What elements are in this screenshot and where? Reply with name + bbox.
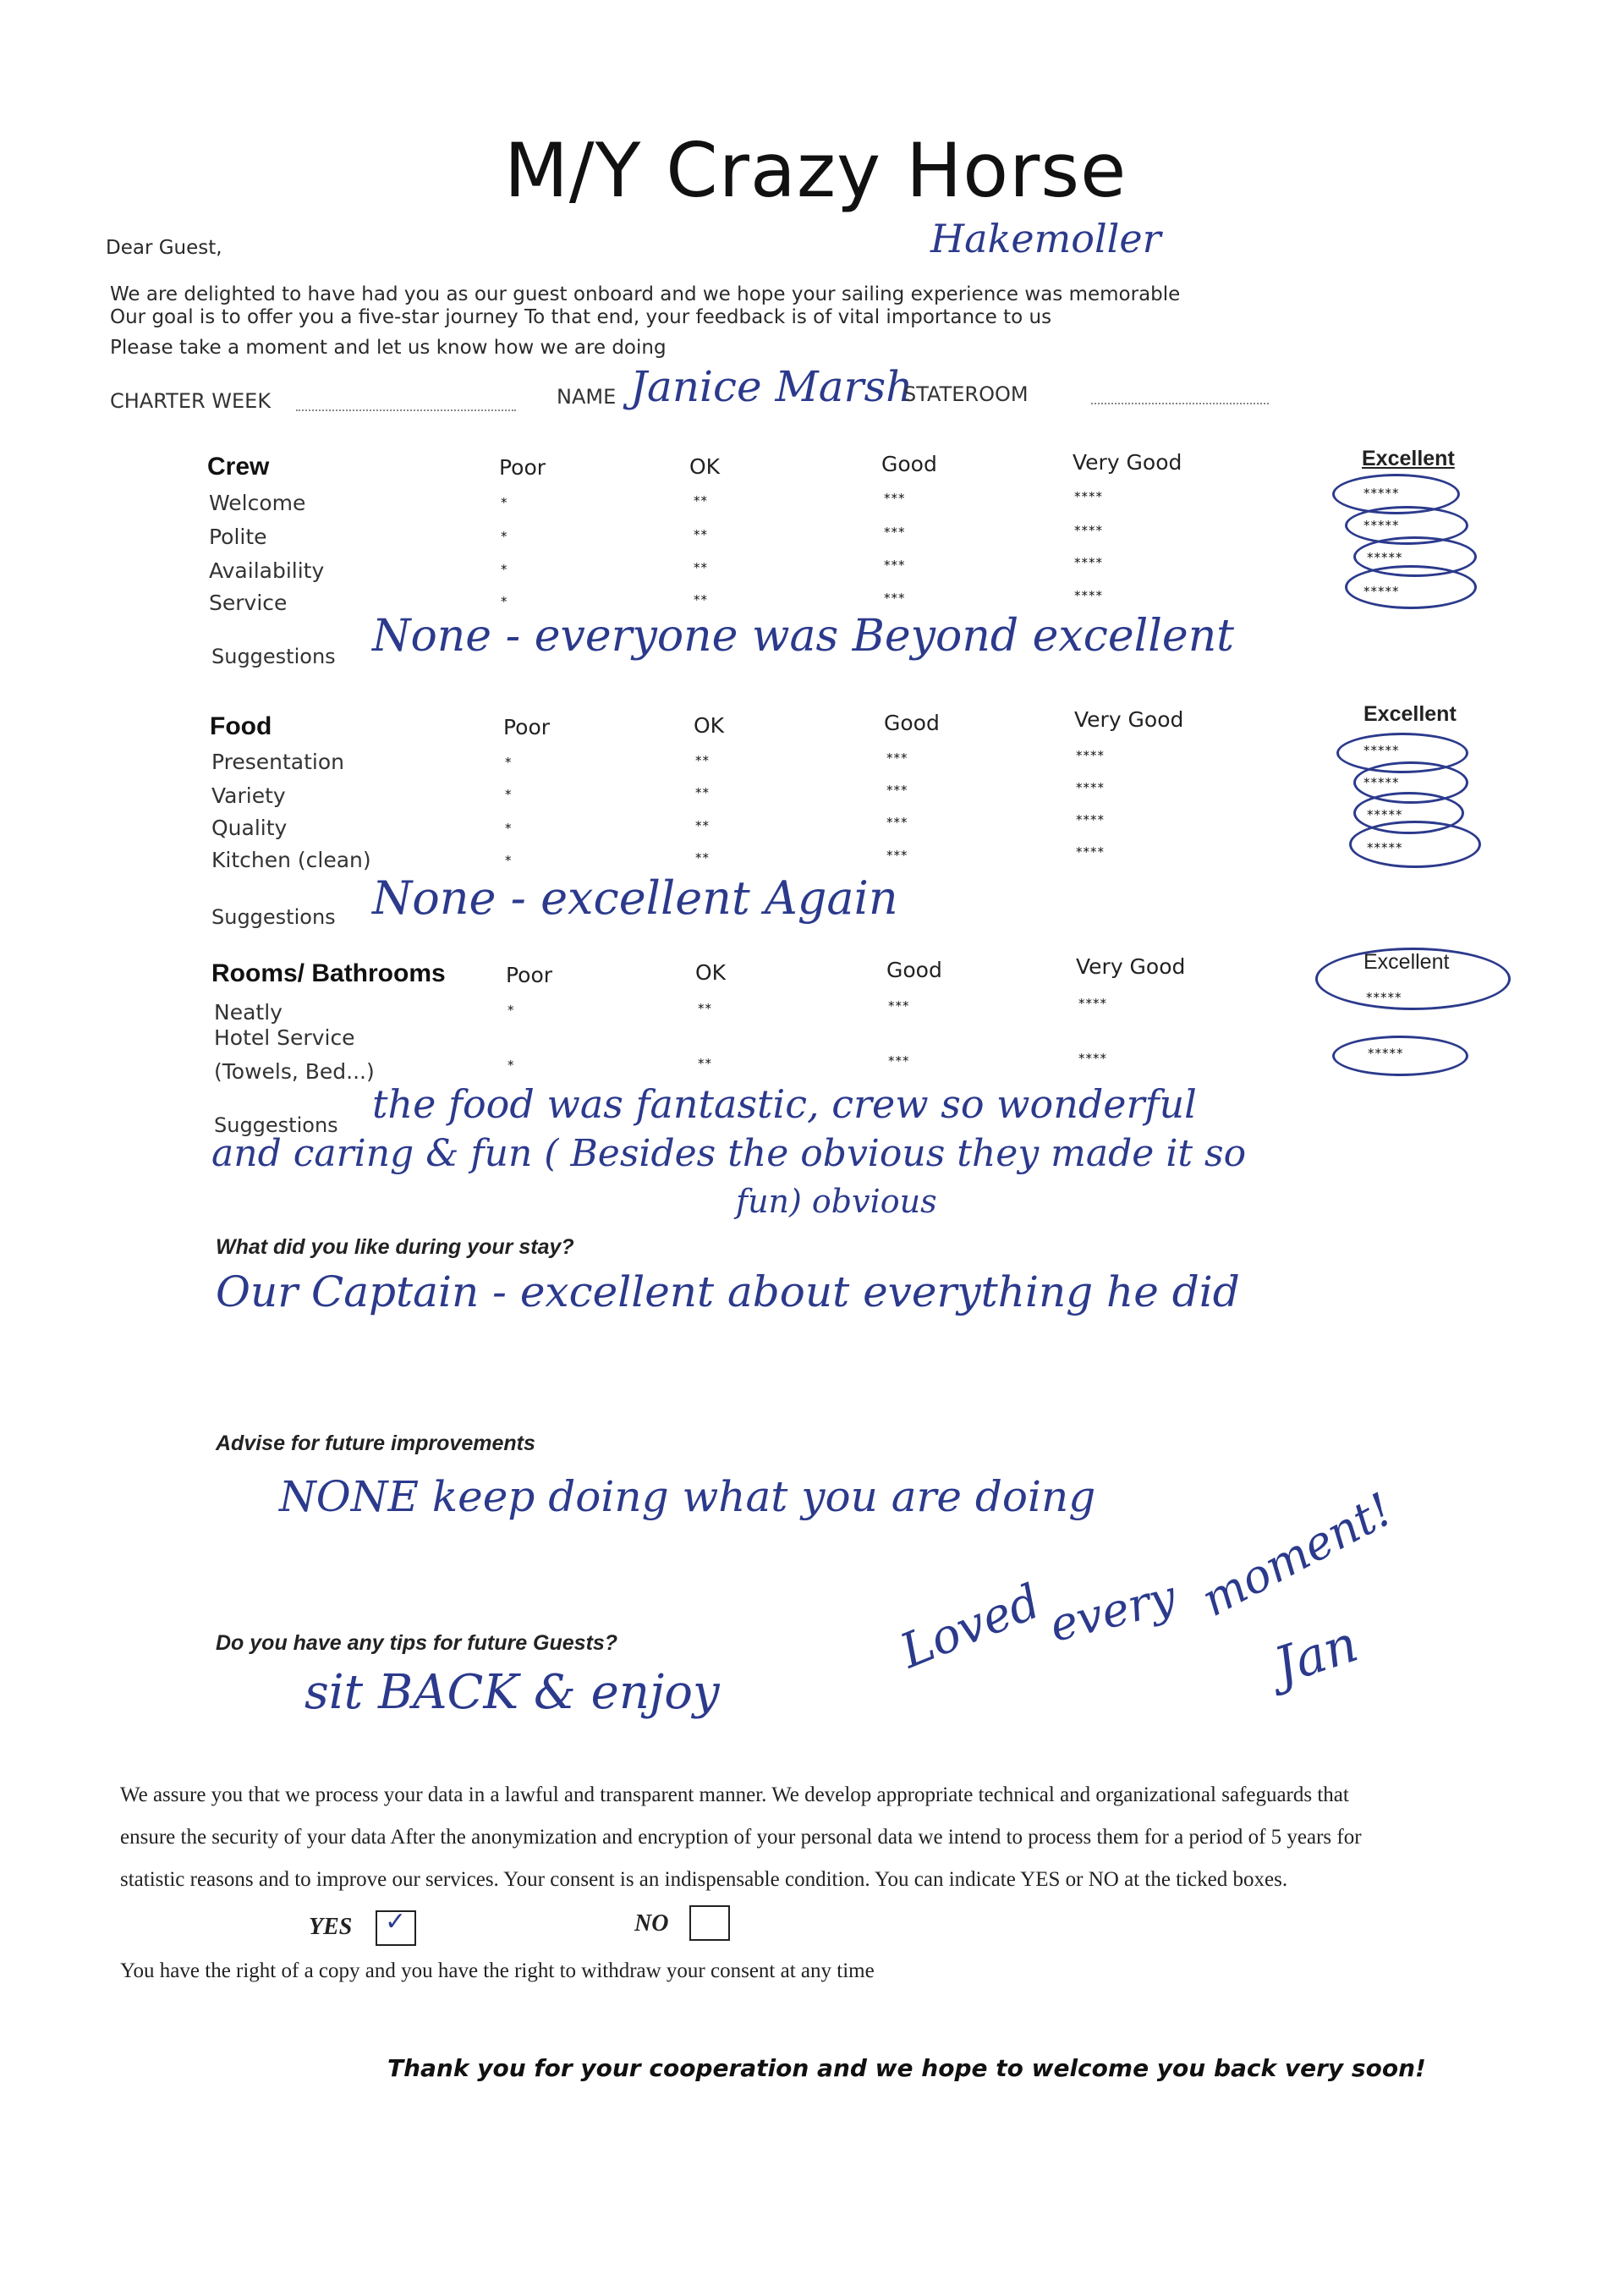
name-label: NAME [557, 385, 617, 409]
star-rating-excellent[interactable]: ***** [1363, 518, 1400, 533]
star-rating-good[interactable]: *** [886, 815, 908, 830]
star-rating-excellent[interactable]: ***** [1367, 840, 1403, 855]
rooms-col-good: Good [886, 958, 942, 982]
food-col-very-good: Very Good [1074, 707, 1184, 732]
crew-suggestions-label: Suggestions [211, 645, 336, 668]
star-rating-excellent[interactable]: ***** [1367, 807, 1403, 822]
food-row-variety: Variety [211, 783, 286, 808]
star-rating-ok[interactable]: ** [694, 592, 708, 607]
selected-rating-circle [1349, 821, 1481, 868]
food-row-presentation: Presentation [211, 750, 345, 774]
star-rating-poor[interactable]: * [508, 1003, 515, 1018]
question-improvements-label: Advise for future improvements [216, 1431, 535, 1455]
food-col-good: Good [884, 711, 940, 735]
star-rating-poor[interactable]: * [501, 562, 508, 577]
rights-statement: You have the right of a copy and you have the right to withdraw your consent at any time [120, 1959, 875, 1982]
star-rating-poor[interactable]: * [505, 853, 513, 868]
charter-week-label: CHARTER WEEK [110, 389, 272, 413]
crew-suggestions-text[interactable]: None - everyone was Beyond excellent [372, 611, 1235, 662]
signature: Jan [1267, 1613, 1365, 1696]
crew-col-very-good: Very Good [1073, 450, 1182, 475]
crew-row-polite: Polite [209, 525, 267, 549]
crew-col-ok: OK [689, 454, 721, 479]
star-rating-poor[interactable]: * [501, 594, 508, 609]
star-rating-good[interactable]: *** [886, 783, 908, 798]
star-rating-excellent[interactable]: ***** [1363, 486, 1400, 501]
surname-handwritten: Hakemoller [930, 216, 1161, 261]
star-rating-ok[interactable]: ** [694, 560, 708, 575]
crew-col-excellent: Excellent [1362, 447, 1455, 470]
star-rating-ok[interactable]: ** [695, 785, 710, 800]
rooms-col-poor: Poor [506, 963, 553, 987]
rooms-col-ok: OK [695, 960, 727, 985]
rooms-suggestions-label: Suggestions [214, 1113, 338, 1137]
rooms-suggestions-line-3[interactable]: fun) obvious [736, 1183, 937, 1220]
star-rating-good[interactable]: *** [884, 525, 906, 540]
star-rating-excellent[interactable]: ***** [1368, 1046, 1404, 1061]
star-rating-excellent[interactable]: ***** [1363, 775, 1400, 790]
star-rating-ok[interactable]: ** [694, 527, 708, 542]
rooms-suggestions-line-1[interactable]: the food was fantastic, crew so wonderful [372, 1081, 1197, 1127]
star-rating-very-good[interactable]: **** [1076, 812, 1105, 827]
star-rating-good[interactable]: *** [884, 558, 906, 573]
star-rating-poor[interactable]: * [501, 495, 508, 510]
greeting: Dear Guest, [106, 237, 222, 259]
legal-line-3: statistic reasons and to improve our services. Your consent is an indispensable condition. You can indicate YES or NO at the ticked boxes. [120, 1868, 1288, 1891]
crew-col-poor: Poor [499, 455, 546, 480]
side-note-line-1: Loved [892, 1574, 1049, 1679]
star-rating-good[interactable]: *** [886, 848, 908, 863]
star-rating-very-good[interactable]: **** [1078, 996, 1107, 1011]
intro-line-1: We are delighted to have had you as our guest onboard and we hope your sailing experience was memorable [110, 283, 1181, 305]
question-liked-label: What did you like during your stay? [216, 1235, 574, 1259]
crew-col-good: Good [881, 452, 937, 476]
food-suggestions-label: Suggestions [211, 905, 336, 929]
charter-week-field[interactable] [296, 409, 516, 411]
food-col-ok: OK [694, 713, 725, 738]
rooms-suggestions-line-2[interactable]: and caring & fun ( Besides the obvious they made it so [211, 1132, 1247, 1175]
page-title: M/Y Crazy Horse [504, 127, 1127, 214]
selected-rating-circle [1332, 1036, 1468, 1076]
question-improvements-answer[interactable]: NONE keep doing what you are doing [279, 1472, 1096, 1521]
food-row-quality: Quality [211, 816, 288, 840]
stateroom-field[interactable] [1091, 403, 1269, 404]
star-rating-very-good[interactable]: **** [1074, 523, 1103, 538]
star-rating-ok[interactable]: ** [698, 1056, 712, 1071]
star-rating-good[interactable]: *** [884, 491, 906, 506]
star-rating-poor[interactable]: * [501, 529, 508, 544]
crew-row-availability: Availability [209, 558, 325, 583]
legal-line-2: ensure the security of your data After the anonymization and encryption of your personal data we intend to process them for a period of 5 years for [120, 1826, 1362, 1849]
food-col-excellent: Excellent [1363, 702, 1457, 726]
name-field[interactable]: Janice Marsh [630, 362, 914, 411]
selected-rating-circle [1315, 948, 1511, 1010]
food-col-poor: Poor [503, 715, 551, 739]
intro-line-3: Please take a moment and let us know how we are doing [110, 337, 667, 359]
star-rating-poor[interactable]: * [505, 755, 513, 770]
star-rating-good[interactable]: *** [884, 591, 906, 606]
side-note-line-3: moment! [1193, 1482, 1402, 1627]
star-rating-poor[interactable]: * [508, 1058, 515, 1073]
star-rating-very-good[interactable]: **** [1074, 489, 1103, 504]
star-rating-excellent[interactable]: ***** [1363, 584, 1400, 599]
star-rating-excellent[interactable]: ***** [1366, 990, 1402, 1005]
checkmark-icon: ✓ [385, 1907, 407, 1937]
star-rating-ok[interactable]: ** [695, 753, 710, 768]
rooms-col-very-good: Very Good [1076, 954, 1186, 979]
crew-row-service: Service [209, 591, 288, 615]
star-rating-good[interactable]: *** [888, 1053, 910, 1069]
question-liked-answer[interactable]: Our Captain - excellent about everything he did [216, 1267, 1240, 1316]
star-rating-very-good[interactable]: **** [1076, 844, 1105, 860]
star-rating-poor[interactable]: * [505, 787, 513, 802]
rooms-row-towels: (Towels, Bed...) [214, 1059, 375, 1084]
star-rating-poor[interactable]: * [505, 821, 513, 836]
crew-row-welcome: Welcome [209, 491, 306, 515]
rooms-heading: Rooms/ Bathrooms [211, 959, 446, 987]
consent-no-checkbox[interactable] [689, 1905, 730, 1941]
side-note-line-2: every [1044, 1569, 1182, 1652]
stateroom-label: STATEROOM [903, 382, 1029, 406]
question-tips-answer[interactable]: sit BACK & enjoy [304, 1665, 720, 1720]
crew-heading: Crew [207, 453, 270, 481]
rooms-row-neatly: Neatly [214, 1000, 283, 1025]
rooms-col-excellent: Excellent [1363, 950, 1450, 974]
star-rating-good[interactable]: *** [888, 998, 910, 1014]
star-rating-good[interactable]: *** [886, 750, 908, 766]
intro-line-2: Our goal is to offer you a five-star journey To that end, your feedback is of vital importance to us [110, 306, 1052, 328]
star-rating-excellent[interactable]: ***** [1363, 743, 1400, 758]
star-rating-very-good[interactable]: **** [1078, 1051, 1107, 1066]
star-rating-very-good[interactable]: **** [1076, 780, 1105, 795]
food-heading: Food [210, 712, 272, 740]
star-rating-very-good[interactable]: **** [1074, 555, 1103, 570]
consent-no-label: NO [634, 1910, 669, 1937]
star-rating-ok[interactable]: ** [698, 1001, 712, 1016]
star-rating-excellent[interactable]: ***** [1367, 550, 1403, 565]
star-rating-very-good[interactable]: **** [1074, 588, 1103, 603]
food-suggestions-text[interactable]: None - excellent Again [372, 871, 898, 925]
question-tips-label: Do you have any tips for future Guests? [216, 1631, 618, 1655]
selected-rating-circle [1345, 565, 1477, 609]
star-rating-ok[interactable]: ** [695, 818, 710, 833]
rooms-row-hotel-service: Hotel Service [214, 1025, 355, 1050]
star-rating-very-good[interactable]: **** [1076, 748, 1105, 763]
star-rating-ok[interactable]: ** [695, 850, 710, 865]
legal-line-1: We assure you that we process your data in a lawful and transparent manner. We develop appropriate technical and organizational safeguards that [120, 1783, 1349, 1806]
thank-you-note: Thank you for your cooperation and we hope to welcome you back very soon! [387, 2054, 1426, 2082]
consent-yes-label: YES [309, 1914, 353, 1940]
star-rating-ok[interactable]: ** [694, 493, 708, 508]
food-row-kitchen: Kitchen (clean) [211, 848, 371, 872]
